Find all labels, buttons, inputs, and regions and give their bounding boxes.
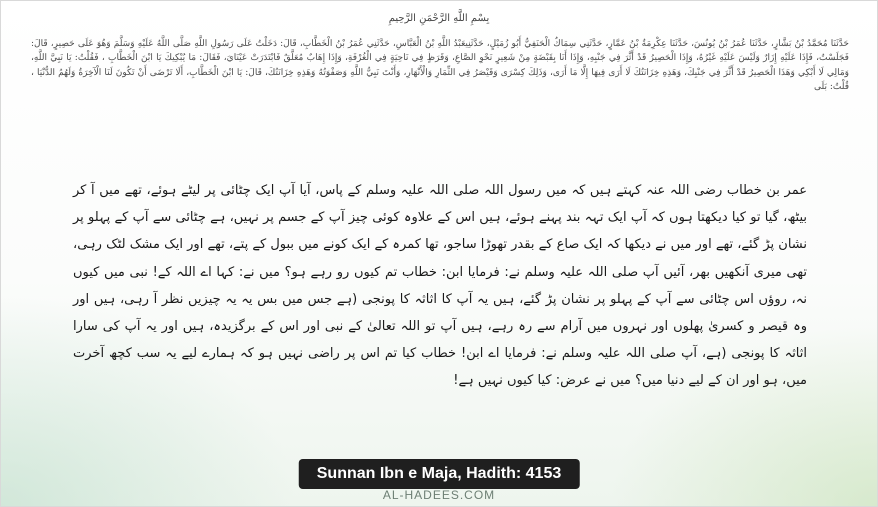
bismillah-header: بِسْمِ اللَّهِ الرَّحْمَنِ الرَّحِيمِ (388, 13, 490, 24)
hadith-arabic-text: حَدَّثَنَا مُحَمَّدُ بْنُ بَشَّارٍ، حَدَّثَنَا عُمَرُ بْنُ يُونُسَ، حَدَّثَنَا عِكْرِمَةُ بْنُ عَمَّارٍ، حَدَّثَنِي سِمَاكٌ الْحَنَفِيُّ أَبُو زُمَيْلٍ، حَدَّثَنِيعَبْدُ اللَّهِ بْنُ الْعَبَّاسِ، حَدَّثَنِي عُمَرُ بْنُ الْخَطَّابِ، قَالَ: دَخَلْتُ عَلَى رَسُولِ اللَّهِ صَلَّى اللَّهُ عَلَيْهِ وَسَلَّمَ وَهُوَ عَلَى حَصِيرٍ، قَالَ: فَجَلَسْتُ، فَإِذَا عَلَيْهِ إِزَارٌ وَلَيْسَ عَلَيْهِ غَيْرُهُ، وَإِذَا الْحَصِيرُ قَدْ أَثَّرَ فِي جَنْبِهِ، وَإِذَا أَنَا بِقَبْضَةٍ مِنْ شَعِيرٍ نَحْوِ الصَّاعِ، وَقَرَظٍ فِي نَاحِيَةٍ فِي الْغُرْفَةِ، وَإِذَا إِهَابٌ مُعَلَّقٌ فَابْتَدَرَتْ عَيْنَايَ، فَقَالَ: مَا يُبْكِيكَ يَا ابْنَ الْخَطَّابِ ، فَقُلْتُ: يَا نَبِيَّ اللَّهِ، وَمَالِي لَا أَبْكِي وَهَذَا الْحَصِيرُ قَدْ أَثَّرَ فِي جَنْبِكَ، وَهَذِهِ خِزَانَتُكَ لَا أَرَى فِيهَا إِلَّا مَا أَرَى، وَذَلِكَ كِسْرَى وَقَيْصَرُ فِي الثِّمَارِ وَالْأَنْهَارِ، وَأَنْتَ نَبِيُّ اللَّهِ وَصَفْوَتُهُ وَهَذِهِ خِزَانَتُكَ، قَالَ: يَا ابْنَ الْخَطَّابِ، أَلَا تَرْضَى أَنْ تَكُونَ لَنَا الْآخِرَةُ وَلَهُمُ الدُّنْيَا ، قُلْتُ: بَلَى (31, 39, 849, 93)
hadith-urdu-translation: عمر بن خطاب رضی اللہ عنہ کہتے ہیں کہ میں رسول اللہ صلی اللہ علیہ وسلم کے پاس، آیا آپ ایک چٹائی پر لیٹے ہوئے، تھے میں آ کر بیٹھ، گیا تو کیا دیکھتا ہوں کہ آپ ایک تہہ بند پہنے ہوئے، ہیں اس کے علاوہ کوئی چیز آپ کے جسم پر نہیں، ہے چٹائی سے آپ کے پہلو پر نشان پڑ گئے، تھے اور میں نے دیکھا کہ ایک صاع کے بقدر تھوڑا ساجو، تھا کمرہ کے ایک کونے میں ببول کے پتے، تھے اور ایک مشک لٹک رہی، تھی میری آنکھیں بھر، آئیں آپ صلی اللہ علیہ وسلم نے: فرمایا ابن: خطاب تم کیوں رو رہے ہو؟ میں نے: کہا اے اللہ کے! نبی میں کیوں نہ، روؤں اس چٹائی سے آپ کے پہلو پر نشان پڑ گئے، ہیں یہ آپ کا اثاثہ کا پونجی (ہے جس میں بس یہ یہ چیزیں نظر آ رہی، ہیں اور وہ قیصر و کسریٰ پھلوں اور نہروں میں آرام سے رہ رہے، ہیں آپ تو اللہ تعالیٰ کے نبی اور اس کے برگزیدہ، ہیں اور یہ آپ کی سارا اثاثہ کا پونجی (ہے، آپ صلی اللہ علیہ وسلم نے: فرمایا اے ابن! خطاب کیا تم اس پر راضی نہیں ہو کہ ہمارے لیے یہ سب کچھ آخرت میں، ہو اور ان کے لیے دنیا میں؟ میں نے عرض: کیا کیوں نہیں ہے! (73, 183, 807, 389)
site-watermark: AL-HADEES.COM (382, 488, 496, 502)
hadith-reference-badge: Sunnan Ibn e Maja, Hadith: 4153 (299, 459, 580, 489)
